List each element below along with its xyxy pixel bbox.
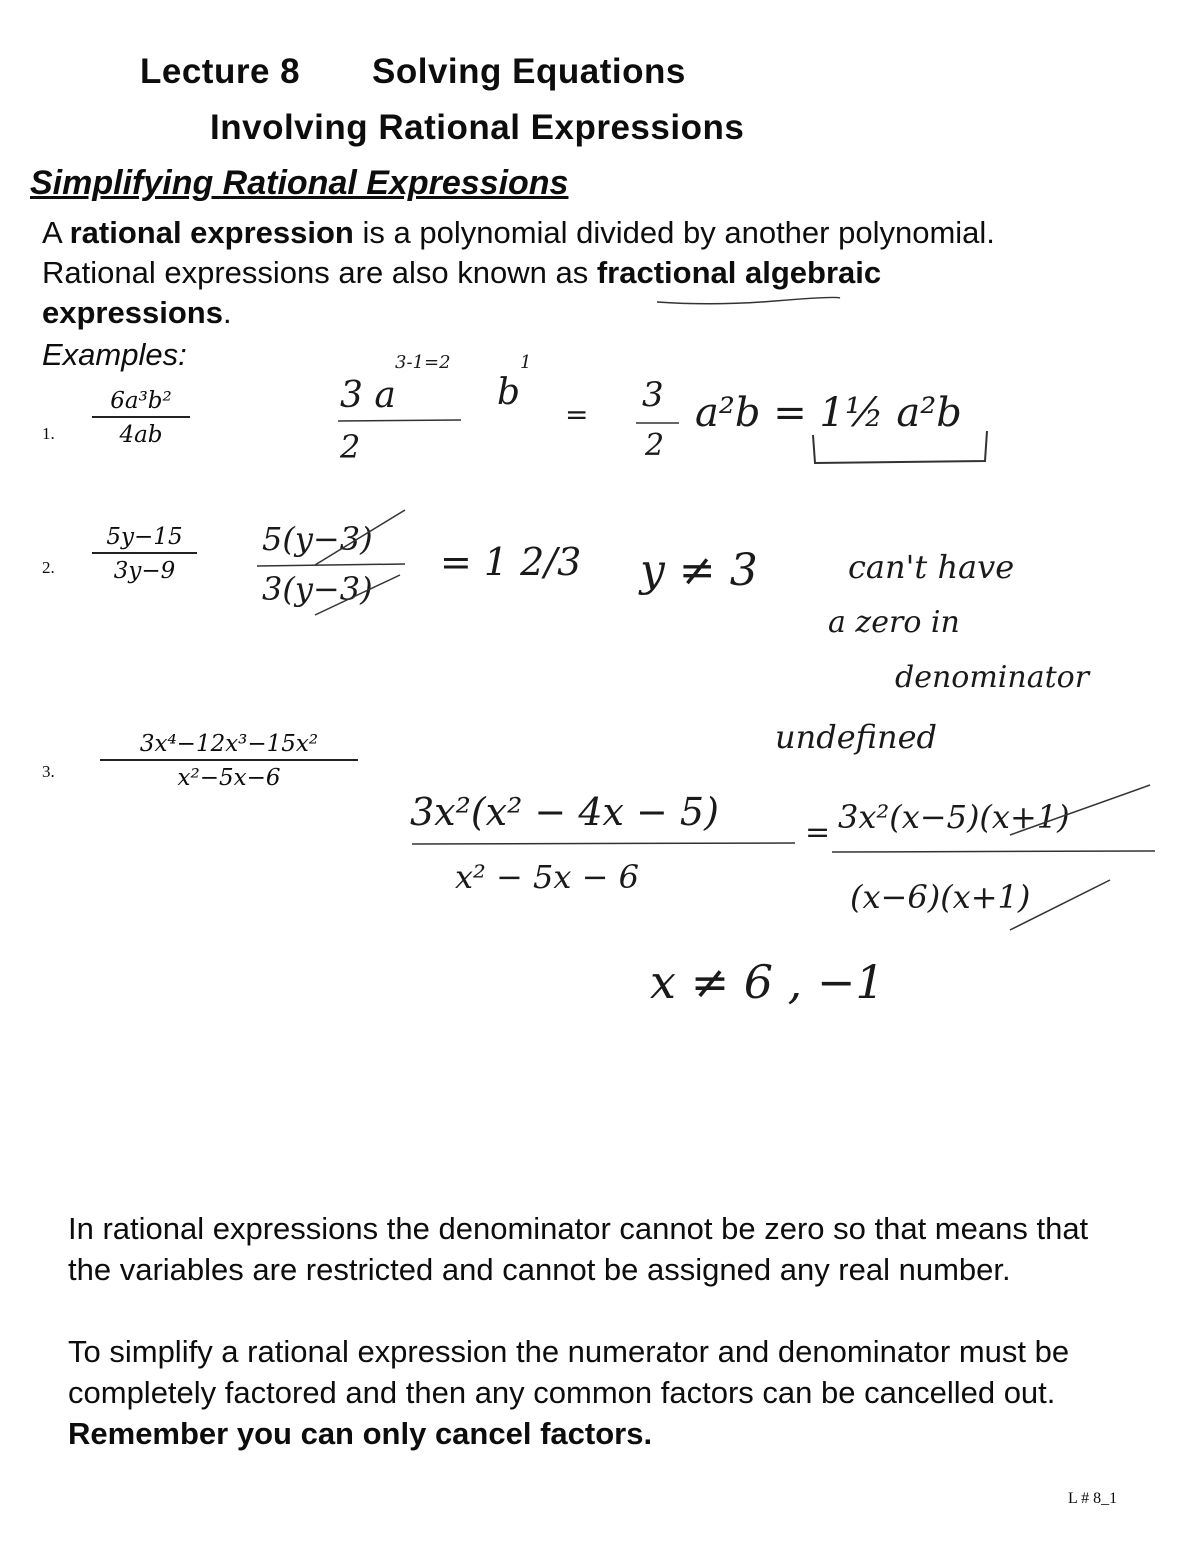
handwritten-result: a²b = 1½ a²b (695, 390, 962, 436)
handwritten-exponent: 3-1=2 (395, 352, 451, 373)
numerator: 3x⁴−12x³−15x² (100, 731, 358, 761)
denominator: 3y−9 (113, 558, 176, 584)
denominator: x²−5x−6 (177, 765, 281, 791)
lecture-topic: Solving Equations (372, 52, 686, 91)
definition-text: Rational expressions are also known as (42, 255, 597, 290)
numerator: 5y−15 (92, 524, 197, 554)
cancel-strike (310, 505, 420, 625)
handwritten-fraction-bar (336, 418, 466, 424)
numerator: 6a³b² (92, 388, 190, 418)
definition-paragraph (42, 213, 1182, 333)
lecture-number: Lecture 8 (140, 52, 301, 91)
handwritten-numerator: 3x²(x−5)(x+1) (838, 798, 1070, 836)
example-3-fraction (100, 731, 358, 791)
simplify-text: To simplify a rational expression the numerator and denominator must be completely factored and then any common factors can be cancelled out. (68, 1334, 1070, 1410)
example-1-fraction (92, 388, 190, 448)
handwritten-exponent: 1 (520, 352, 532, 373)
term-expressions: expressions (42, 295, 223, 330)
cancel-strike (1000, 780, 1160, 940)
examples-label: Examples: (42, 337, 187, 372)
handwritten-restriction: x ≠ 6 , −1 (650, 955, 885, 1009)
definition-text: . (222, 295, 232, 330)
handwritten-bracket (805, 395, 995, 470)
handwritten-underline (655, 292, 845, 312)
handwritten-equals: = (565, 398, 589, 431)
definition-text: A (42, 215, 70, 250)
term-rational-expression: rational expression (69, 215, 354, 250)
restriction-paragraph: In rational expressions the denominator cannot be zero so that means that the variables are restricted and cannot be assigned any real number. (68, 1211, 1089, 1287)
handwritten-numerator: 3x²(x² − 4x − 5) (410, 790, 719, 834)
example-2-fraction (92, 524, 197, 584)
handwritten-numerator: 5(y−3) (262, 520, 373, 558)
handwritten-result: = 1 2/3 (440, 540, 582, 584)
handwritten-denominator: 3(y−3) (262, 570, 373, 608)
cancel-reminder: Remember you can only cancel factors. (68, 1416, 653, 1451)
handwritten-note: denominator (895, 660, 1090, 695)
lecture-subtitle: Involving Rational Expressions (210, 108, 745, 147)
handwritten-denominator: (x−6)(x+1) (850, 878, 1031, 916)
handwritten-denominator: x² − 5x − 6 (455, 858, 639, 896)
handwritten-note: can't have (848, 548, 1015, 586)
example-number: 3. (42, 762, 55, 781)
handwritten-fraction-bar (634, 420, 684, 426)
term-fractional-algebraic: fractional algebraic (596, 255, 882, 290)
page-code: L # 8_1 (1068, 1490, 1118, 1507)
denominator: 4ab (119, 422, 163, 448)
handwritten-variable: b (497, 372, 521, 413)
simplify-paragraph (68, 1331, 1128, 1454)
handwritten-fraction-bar (410, 840, 800, 848)
handwritten-note: undefined (775, 718, 938, 756)
definition-text: is a polynomial divided by another polynomial. (353, 215, 995, 250)
handwritten-denominator: 2 (340, 428, 361, 466)
example-number: 2. (42, 558, 55, 577)
handwritten-note: a zero in (828, 605, 960, 640)
section-heading: Simplifying Rational Expressions (30, 164, 569, 202)
handwritten-restriction: y ≠ 3 (640, 545, 758, 596)
handwritten-numerator: 3 (642, 375, 664, 415)
handwritten-denominator: 2 (645, 428, 665, 463)
example-number: 1. (42, 424, 55, 443)
handwritten-step: 3 a (340, 375, 396, 416)
handwritten-equals: = (805, 815, 831, 850)
